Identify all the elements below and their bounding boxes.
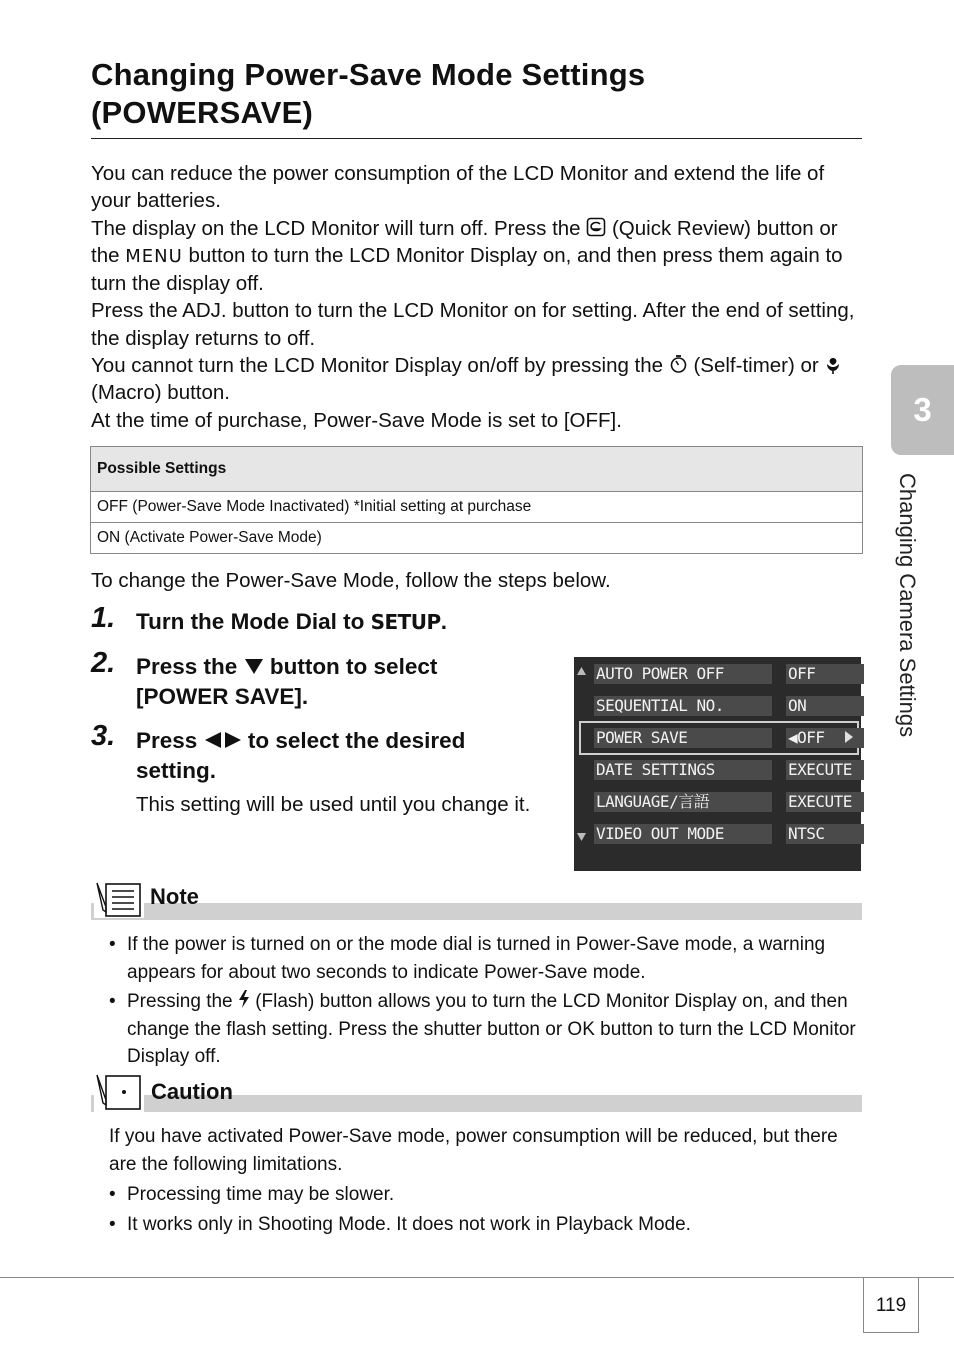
intro-line-4: You cannot turn the LCD Monitor Display on/off by pressing the (Self-timer) or (Macro) button. xyxy=(91,352,863,407)
lcd-scroll-up-icon xyxy=(577,667,586,675)
table-header: Possible Settings xyxy=(91,447,863,492)
lcd-menu-row: VIDEO OUT MODE NTSC xyxy=(592,822,854,844)
quick-review-icon xyxy=(586,217,606,237)
lcd-menu-row: LANGUAGE/言語 EXECUTE xyxy=(592,790,854,812)
step-number: 3. xyxy=(91,720,116,752)
intro-line-2: The display on the LCD Monitor will turn off. Press the (Quick Review) button or the MENU button to turn the LCD Monitor Display on, and then press them again to turn the display off. xyxy=(91,216,843,296)
note-label: Note xyxy=(150,884,199,909)
table-row: OFF (Power-Save Mode Inactivated) *Initial setting at purchase xyxy=(91,492,863,523)
down-arrow-icon xyxy=(244,657,264,675)
intro-line-1: You can reduce the power consumption of the LCD Monitor and extend the life of your batteries. xyxy=(91,162,825,213)
chapter-number: 3 xyxy=(913,391,932,428)
lcd-menu-row: DATE SETTINGS EXECUTE xyxy=(592,758,854,780)
note-item: • Pressing the (Flash) button allows you to turn the LCD Monitor Display on, and then change the flash setting. Press the shutter button or OK button to turn the LCD Monitor Display off. xyxy=(109,991,856,1067)
lcd-menu-screenshot xyxy=(574,657,861,871)
lcd-scroll-down-icon xyxy=(577,833,586,841)
possible-settings-table xyxy=(90,446,863,554)
caution-icon xyxy=(94,1072,144,1112)
footer-rule xyxy=(0,1277,954,1278)
step-3-detail: This setting will be used until you change it. xyxy=(136,793,531,816)
note-bar xyxy=(91,903,862,920)
step-1-text: Turn the Mode Dial to SETUP. xyxy=(136,609,447,634)
step-number: 2. xyxy=(91,647,116,679)
intro-line-3: Press the ADJ. button to turn the LCD Monitor on for setting. After the end of setting, the display returns to off. xyxy=(91,299,855,350)
note-icon xyxy=(94,880,144,918)
caution-item: • It works only in Shooting Mode. It does not work in Playback Mode. xyxy=(109,1214,691,1235)
title-rule xyxy=(91,138,862,139)
caution-intro: If you have activated Power-Save mode, power consumption will be reduced, but there are the following limitations. xyxy=(109,1126,838,1175)
intro-text xyxy=(91,160,863,434)
lcd-menu-row-selected: POWER SAVE ◀OFF xyxy=(592,726,854,748)
left-right-arrow-icon xyxy=(204,731,242,749)
macro-icon xyxy=(824,355,842,374)
table-row: ON (Activate Power-Save Mode) xyxy=(91,523,863,554)
caution-item: • Processing time may be slower. xyxy=(109,1184,395,1205)
chapter-tab xyxy=(891,365,954,455)
steps-intro: To change the Power-Save Mode, follow the steps below. xyxy=(91,569,611,592)
lcd-right-arrow-icon xyxy=(844,730,854,744)
step-2-text: Press the button to select [POWER SAVE]. xyxy=(136,654,438,709)
page-number: 119 xyxy=(863,1277,919,1333)
lcd-menu-row: SEQUENTIAL NO. ON xyxy=(592,694,854,716)
lcd-menu-row: AUTO POWER OFF OFF xyxy=(592,662,854,684)
menu-label: MENU xyxy=(125,245,183,267)
step-3-text: Press to select the desired setting. xyxy=(136,728,466,783)
setup-mode-label: SETUP xyxy=(370,610,441,634)
step-number: 1. xyxy=(91,602,116,634)
flash-icon xyxy=(238,990,250,1008)
self-timer-icon xyxy=(669,354,688,374)
chapter-title-vertical: Changing Camera Settings xyxy=(895,473,920,738)
caution-label: Caution xyxy=(151,1079,233,1104)
page-title: Changing Power-Save Mode Settings (POWERSAVE) xyxy=(91,57,646,130)
note-item: • If the power is turned on or the mode dial is turned in Power-Save mode, a warning appears for about two seconds to indicate Power-Save mode. xyxy=(109,934,826,983)
intro-line-5: At the time of purchase, Power-Save Mode is set to [OFF]. xyxy=(91,408,622,432)
